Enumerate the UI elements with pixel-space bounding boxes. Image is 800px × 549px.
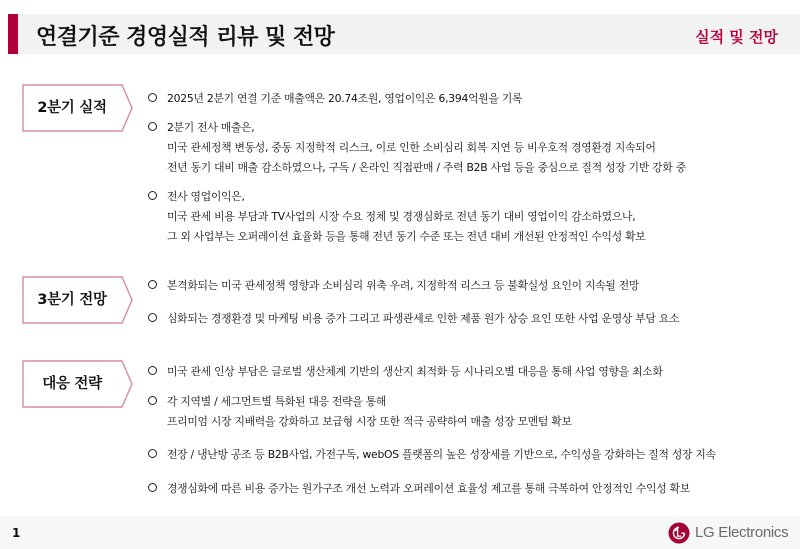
circle-bullet-icon	[148, 396, 157, 405]
bullet-text: 미국 관세 인상 부담은 글로벌 생산체계 기반의 생산지 최적화 등 시나리오별 대응을 통해 사업 영향을 최소화	[167, 365, 663, 378]
page-number: 1	[12, 526, 21, 540]
section-label-text: 2분기 실적	[37, 100, 107, 116]
section-label-text: 대응 전략	[42, 376, 102, 392]
bullet-text: 2025년 2분기 연결 기준 매출액은 20.74조원, 영업이익은 6,394억원을 기록	[167, 92, 523, 105]
circle-bullet-icon	[148, 280, 157, 289]
bullet-text: 그 외 사업부는 오퍼레이션 효율화 등을 통해 전년 동기 수준 또는 전년 대비 개선된 안정적인 수익성 확보	[167, 230, 646, 243]
bullet-text: 미국 관세 비용 부담과 TV사업의 시장 수요 정체 및 경쟁심화로 전년 동기 대비 영업이익 감소하였으나,	[167, 210, 636, 223]
circle-bullet-icon	[148, 366, 157, 375]
circle-bullet-icon	[148, 483, 157, 492]
bullet-text: 본격화되는 미국 관세정책 영향과 소비심리 위축 우려, 지정학적 리스크 등 불확실성 요인이 지속될 전망	[167, 279, 640, 292]
circle-bullet-icon	[148, 449, 157, 458]
bullet-text: 전장 / 냉난방 공조 등 B2B사업, 가전구독, webOS 플랫폼의 높은 성장세를 기반으로, 수익성을 강화하는 질적 성장 지속	[167, 448, 716, 461]
bullet-text: 프리미엄 시장 지배력을 강화하고 보급형 시장 또한 적극 공략하여 매출 성장 모멘텀 확보	[167, 415, 572, 428]
circle-bullet-icon	[148, 93, 157, 102]
section-tag: 실적 및 전망	[695, 28, 778, 46]
bullet-text: 전년 동기 대비 매출 감소하였으나, 구독 / 온라인 직접판매 / 주력 B2B 사업 등을 중심으로 질적 성장 기반 강화 중	[167, 161, 686, 174]
section-label-q3-outlook	[22, 276, 134, 324]
page-title: 연결기준 경영실적 리뷰 및 전망	[36, 25, 335, 50]
section-label-q2-results	[22, 84, 134, 132]
section-label-text: 3분기 전망	[37, 292, 107, 308]
bullet-text: 각 지역별 / 세그먼트별 특화된 대응 전략을 통해	[167, 395, 387, 408]
section-label-response-strategy	[22, 360, 134, 408]
circle-bullet-icon	[148, 313, 157, 322]
circle-bullet-icon	[148, 191, 157, 200]
bullet-text: 2분기 전사 매출은,	[167, 121, 255, 134]
circle-bullet-icon	[148, 122, 157, 131]
lg-face-logo-icon	[668, 522, 690, 544]
bullet-text: 경쟁심화에 따른 비용 증가는 원가구조 개선 노력과 오퍼레이션 효율성 제고를 통해 극복하여 안정적인 수익성 확보	[167, 482, 690, 495]
bullet-text: 심화되는 경쟁환경 및 마케팅 비용 증가 그리고 파생관세로 인한 제품 원가 상승 요인 또한 사업 운영상 부담 요소	[167, 312, 680, 325]
bullet-text: 전사 영업이익은,	[167, 190, 245, 203]
bullet-text: 미국 관세정책 변동성, 중동 지정학적 리스크, 이로 인한 소비심리 회복 지연 등 비우호적 경영환경 지속되어	[167, 141, 656, 154]
company-logo	[668, 521, 794, 545]
logo-wordmark: LG Electronics	[695, 524, 789, 541]
title-accent-bar	[8, 14, 18, 54]
